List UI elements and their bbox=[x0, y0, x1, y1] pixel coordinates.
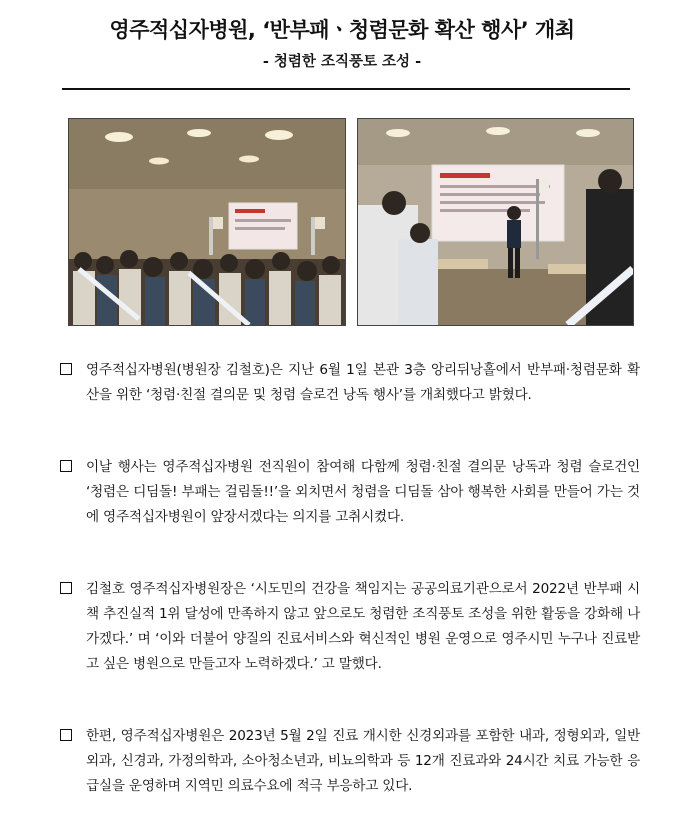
paragraph-director-quote bbox=[60, 577, 640, 677]
checkbox-bullet-icon bbox=[60, 460, 72, 472]
checkbox-bullet-icon bbox=[60, 582, 72, 594]
event-photo-presenter bbox=[357, 118, 634, 326]
event-photo-audience bbox=[68, 118, 346, 326]
paragraph-text: 김철호 영주적십자병원장은 ‘시도민의 건강을 책임지는 공공의료기관으로서 2022년 반부패 시책 추진실적 1위 달성에 만족하지 않고 앞으로도 청렴한 조직풍토 조성을 위한 활동을 강화해 나가겠다.’ 며 ‘이와 더불어 양질의 진료서비스와 혁신적인 병원 운영으로 영주시민 누구나 진료받고 싶은 병원으로 만들고자 노력하겠다.’ 고 말했다. bbox=[86, 581, 640, 672]
paragraph-text: 영주적십자병원(병원장 김철호)은 지난 6월 1일 본관 3층 앙리뒤낭홀에서 반부패·청렴문화 확산을 위한 ‘청렴·친절 결의문 및 청렴 슬로건 낭독 행사’를 개최했다고 밝혔다. bbox=[86, 362, 640, 403]
document-subtitle: - 청렴한 조직풍토 조성 - bbox=[262, 54, 422, 70]
paragraph-text: 이날 행사는 영주적십자병원 전직원이 참여해 다함께 청렴·친절 결의문 낭독과 청렴 슬로건인 ‘청렴은 디딤돌! 부패는 걸림돌!!’을 외치면서 청렴을 디딤돌 삼아 행복한 사회를 만들어 가는 것에 영주적십자병원이 앞장서겠다는 의지를 고취시켰다. bbox=[86, 459, 640, 525]
paragraph-hospital-info bbox=[60, 724, 640, 799]
title-divider bbox=[62, 88, 630, 90]
document-title: 영주적십자병원, ‘반부패ㆍ청렴문화 확산 행사’ 개최 bbox=[109, 18, 575, 42]
checkbox-bullet-icon bbox=[60, 363, 72, 375]
checkbox-bullet-icon bbox=[60, 729, 72, 741]
paragraph-event-details bbox=[60, 455, 640, 530]
paragraph-text: 한편, 영주적십자병원은 2023년 5월 2일 진료 개시한 신경외과를 포함한 내과, 정형외과, 일반외과, 신경과, 가정의학과, 소아청소년과, 비뇨의학과 등 12개 진료과와 24시간 치료 가능한 응급실을 운영하며 지역민 의료수요에 적극 부응하고 있다. bbox=[86, 728, 640, 794]
paragraph-event-overview bbox=[60, 358, 640, 408]
